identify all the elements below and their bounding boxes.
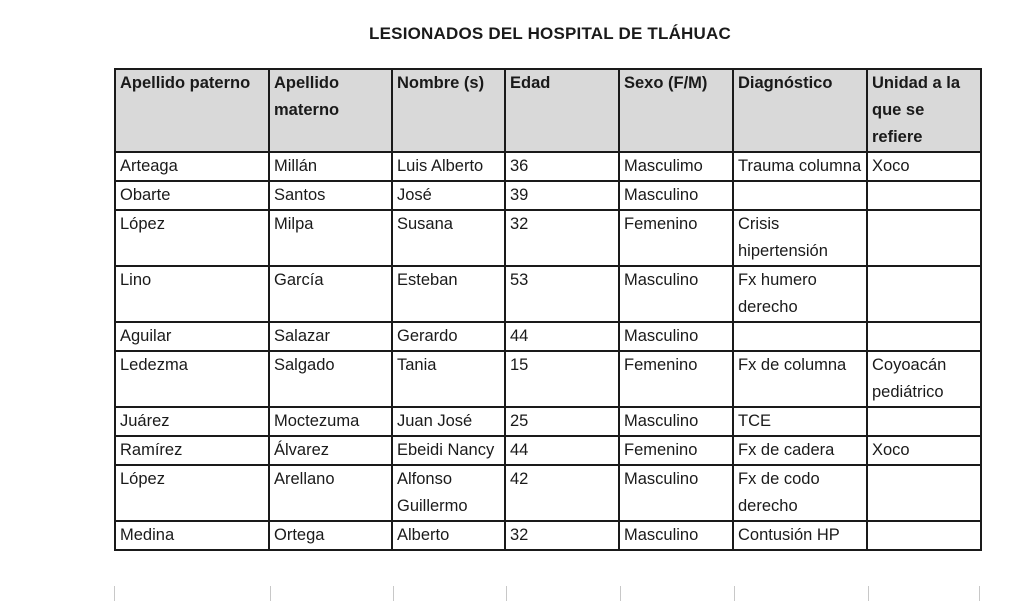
cell-apellido-materno: García <box>269 266 392 322</box>
cell-nombre: Esteban <box>392 266 505 322</box>
cell-apellido-paterno: Ledezma <box>115 351 269 407</box>
gridline <box>114 586 115 601</box>
cell-edad: 44 <box>505 322 619 351</box>
cell-unidad <box>867 465 981 521</box>
table-row <box>115 152 981 181</box>
cell-edad: 53 <box>505 266 619 322</box>
cell-apellido-materno: Santos <box>269 181 392 210</box>
table-row <box>115 181 981 210</box>
header-edad: Edad <box>505 69 619 152</box>
table-row <box>115 521 981 550</box>
table-row <box>115 210 981 266</box>
cell-apellido-materno: Salazar <box>269 322 392 351</box>
cell-apellido-paterno: Juárez <box>115 407 269 436</box>
cell-nombre: Alfonso Guillermo <box>392 465 505 521</box>
cell-nombre: Ebeidi Nancy <box>392 436 505 465</box>
gridline <box>734 586 735 601</box>
gridline <box>270 586 271 601</box>
cell-edad: 42 <box>505 465 619 521</box>
cell-apellido-materno: Moctezuma <box>269 407 392 436</box>
cell-nombre: José <box>392 181 505 210</box>
cell-apellido-paterno: Arteaga <box>115 152 269 181</box>
cell-edad: 44 <box>505 436 619 465</box>
cell-diagnostico <box>733 322 867 351</box>
cell-diagnostico: Fx de codo derecho <box>733 465 867 521</box>
cell-unidad: Coyoacán pediátrico <box>867 351 981 407</box>
cell-nombre: Tania <box>392 351 505 407</box>
cell-sexo: Masculimo <box>619 152 733 181</box>
table-header-row <box>115 69 981 152</box>
cell-unidad <box>867 266 981 322</box>
cell-diagnostico: TCE <box>733 407 867 436</box>
cell-apellido-materno: Álvarez <box>269 436 392 465</box>
table-row <box>115 351 981 407</box>
cell-diagnostico: Contusión HP <box>733 521 867 550</box>
cell-edad: 36 <box>505 152 619 181</box>
cell-diagnostico: Fx de columna <box>733 351 867 407</box>
cut-off-next-row <box>114 586 980 601</box>
table-row <box>115 266 981 322</box>
cell-apellido-paterno: Medina <box>115 521 269 550</box>
cell-sexo: Masculino <box>619 521 733 550</box>
cell-sexo: Masculino <box>619 465 733 521</box>
gridline <box>620 586 621 601</box>
header-unidad: Unidad a la que se refiere <box>867 69 981 152</box>
gridline <box>979 586 980 601</box>
cell-apellido-paterno: Aguilar <box>115 322 269 351</box>
cell-unidad <box>867 521 981 550</box>
cell-sexo: Masculino <box>619 322 733 351</box>
cell-nombre: Juan José <box>392 407 505 436</box>
cell-diagnostico: Fx de cadera <box>733 436 867 465</box>
cell-apellido-materno: Millán <box>269 152 392 181</box>
table-row <box>115 407 981 436</box>
header-diagnostico: Diagnóstico <box>733 69 867 152</box>
cell-apellido-paterno: López <box>115 210 269 266</box>
injured-patients-table <box>114 68 982 551</box>
header-apellido-materno: Apellido materno <box>269 69 392 152</box>
table-row <box>115 322 981 351</box>
cell-edad: 25 <box>505 407 619 436</box>
cell-diagnostico: Fx humero derecho <box>733 266 867 322</box>
cell-apellido-materno: Milpa <box>269 210 392 266</box>
cell-sexo: Femenino <box>619 210 733 266</box>
cell-unidad: Xoco <box>867 152 981 181</box>
cell-apellido-paterno: Ramírez <box>115 436 269 465</box>
cell-nombre: Luis Alberto <box>392 152 505 181</box>
cell-nombre: Susana <box>392 210 505 266</box>
cell-apellido-materno: Arellano <box>269 465 392 521</box>
gridline <box>393 586 394 601</box>
document-title: LESIONADOS DEL HOSPITAL DE TLÁHUAC <box>369 24 731 43</box>
gridline <box>506 586 507 601</box>
cell-apellido-paterno: Obarte <box>115 181 269 210</box>
cell-unidad <box>867 181 981 210</box>
cell-sexo: Masculino <box>619 407 733 436</box>
header-nombre: Nombre (s) <box>392 69 505 152</box>
cell-edad: 15 <box>505 351 619 407</box>
cell-unidad <box>867 407 981 436</box>
header-sexo: Sexo (F/M) <box>619 69 733 152</box>
cell-sexo: Femenino <box>619 351 733 407</box>
cell-unidad <box>867 322 981 351</box>
cell-unidad <box>867 210 981 266</box>
cell-sexo: Masculino <box>619 266 733 322</box>
cell-apellido-paterno: Lino <box>115 266 269 322</box>
cell-nombre: Alberto <box>392 521 505 550</box>
cell-edad: 32 <box>505 210 619 266</box>
cell-edad: 39 <box>505 181 619 210</box>
cell-diagnostico <box>733 181 867 210</box>
cell-apellido-paterno: López <box>115 465 269 521</box>
table-row <box>115 465 981 521</box>
cell-unidad: Xoco <box>867 436 981 465</box>
cell-sexo: Femenino <box>619 436 733 465</box>
cell-nombre: Gerardo <box>392 322 505 351</box>
gridline <box>868 586 869 601</box>
cell-sexo: Masculino <box>619 181 733 210</box>
cell-apellido-materno: Ortega <box>269 521 392 550</box>
table-row <box>115 436 981 465</box>
cell-apellido-materno: Salgado <box>269 351 392 407</box>
cell-edad: 32 <box>505 521 619 550</box>
cell-diagnostico: Trauma columna <box>733 152 867 181</box>
cell-diagnostico: Crisis hipertensión <box>733 210 867 266</box>
header-apellido-paterno: Apellido paterno <box>115 69 269 152</box>
